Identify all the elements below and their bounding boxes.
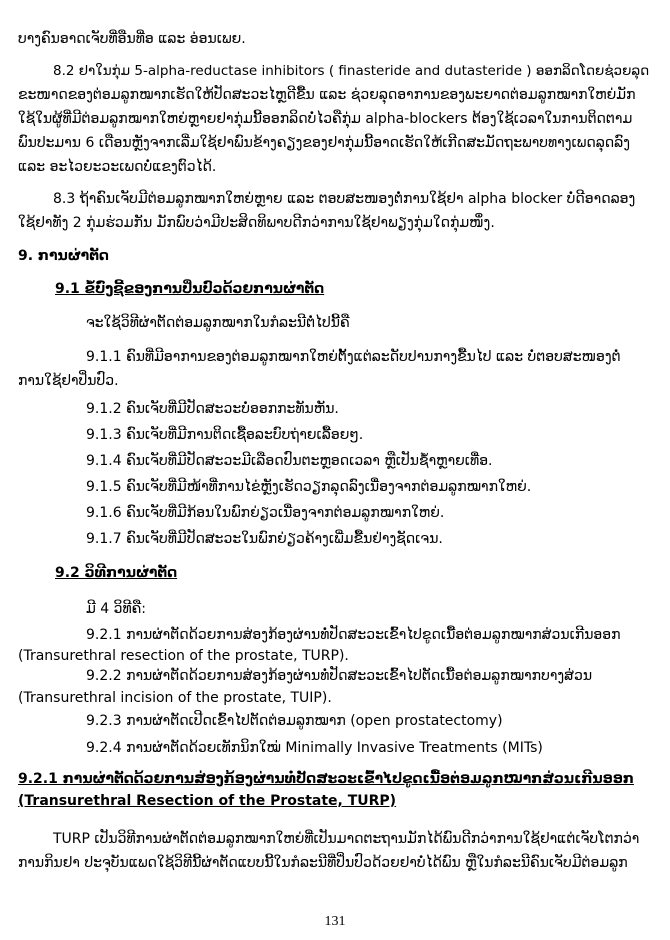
page-number: 131 bbox=[324, 914, 346, 929]
list-item-9-1-6: 9.1.6 ຄົນເຈັບທີ່ມີກ້ອນໃນພົກຍ່ຽວເນື່ອງຈາກຕ່ອມລູກໝາກໃຫຍ່. bbox=[86, 505, 445, 521]
section-heading-9: 9. ການຜ່າຕັດ bbox=[18, 248, 109, 264]
list-item-9-1-3: 9.1.3 ຄົນເຈັບທີ່ມີການຕິດເຊື້ອລະບົບຖ່າຍເລື້ອຍໆ. bbox=[86, 427, 364, 443]
list-item-9-1-5: 9.1.5 ຄົນເຈັບທີ່ມີໜ້າທີ່ການໄຂ່ຫຼັງເຮັດວຽກລຸດລົງເນື່ອງຈາກຕ່ອມລູກໝາກໃຫຍ່. bbox=[86, 479, 532, 495]
list-item-9-2-1: 9.2.1 ການຜ່າຕັດດ້ວຍການສ່ອງກ້ອງຜ່ານທໍ່ປັດສະວະເຂົ້າໄປຂູດເນື້ອຕ່ອມລູກໝາກສ່ວນເກີນອອກ bbox=[86, 627, 621, 643]
paragraph-line: ການກິນຢາ ປະຈຸບັນແພດໃຊ້ວິທີນີ້ຜ່າຕັດແບບນີ້ໃນກໍລະນີທີ່ປິ່ນປົວດ້ວຍຢາບໍ່ໄດ້ພົນ ຫຼືໃນກໍລະນີຄົນເຈັບມີຕ່ອມລູກ bbox=[18, 855, 628, 871]
subsection-heading-9-2-1-english: (Transurethral Resection of the Prostate, TURP) bbox=[18, 793, 397, 809]
paragraph-line: ມີ 4 ວິທີຄື: bbox=[86, 601, 147, 617]
paragraph-line: ຈະໃຊ້ວິທີຜ່າຕັດຕ່ອມລູກໝາກໃນກໍລະນີຕໍ່ໄປນີ້ຄື bbox=[86, 315, 350, 331]
paragraph-line: TURP ເປັນວິທີການຜ່າຕັດຕ່ອມລູກໝາກໃຫຍ່ທີ່ເປັນມາດຕະຖານມັກໄດ້ພົນດີກວ່າການໃຊ້ຢາແຕ່ເຈັບໂຕກວ່າ bbox=[53, 831, 640, 847]
subsection-heading-9-1: 9.1 ຂໍ້ບົ່ງຊີ້ຂອງການປິ່ນປົວດ້ວຍການຜ່າຕັດ bbox=[55, 281, 325, 297]
paragraph-line: ໃຊ້ໃນຜູ້ທີ່ມີຕ່ອມລູກໝາກໃຫຍ່ຫຼາຍຢາກຸ່ມນີ້ອອກລິດບໍ່ໄວຄືກຸ່ມ alpha-blockers ຕ້ອງໃຊ້ເວລາໃນການຕິດຕາມ bbox=[18, 111, 633, 127]
paragraph-line: ການໃຊ້ຢາປິ່ນປົວ. bbox=[18, 373, 119, 389]
list-item-9-2-4: 9.2.4 ການຜ່າຕັດດ້ວຍເທັກນິກໃໝ່ Minimally Invasive Treatments (MITs) bbox=[86, 740, 543, 756]
paragraph-line: ຂະໜາດຂອງຕ່ອມລູກໝາກເຮັດໃຫ້ປັດສະວະໄຫຼດີຂື້ນ ແລະ ຊ່ວຍລຸດອາການຂອງພະຍາດຕ່ອມລູກໝາກໃຫຍ່ມັກ bbox=[18, 87, 636, 103]
paragraph-line: ໃຊ້ຢາທັງ 2 ກຸ່ມຮ່ວມກັນ ມັກພົບວ່າມີປະສິດທິພາບດີກວ່າການໃຊ້ຢາພຽງກຸ່ມໃດກຸ່ມໜຶ່ງ. bbox=[18, 215, 495, 231]
list-item-9-1-2: 9.1.2 ຄົນເຈັບທີ່ມີປັດສະວະບໍ່ອອກກະທັນຫັນ. bbox=[86, 401, 339, 417]
list-item-8-2: 8.2 ຢາໃນກຸ່ມ 5-alpha-reductase inhibitors ( finasteride and dutasteride ) ອອກລິດໂດຍຊ່ວຍລຸດ bbox=[53, 63, 650, 79]
list-item-9-1-4: 9.1.4 ຄົນເຈັບທີ່ມີປັດສະວະມີເລືອດປົນຕະຫຼອດເວລາ ຫຼືເປັນຊ້ຳຫຼາຍເທື່ອ. bbox=[86, 453, 493, 469]
paragraph-line: ແລະ ອະໄວຍະວະເພດບໍ່ແຂງຕົວໄດ້. bbox=[18, 159, 217, 175]
list-item-8-3: 8.3 ຖ້າຄົນເຈັບມີຕ່ອມລູກໝາກໃຫຍ່ຫຼາຍ ແລະ ຕອບສະໜອງຕໍ່ການໃຊ້ຢາ alpha blocker ບໍ່ດີອາດລອງ bbox=[53, 191, 636, 207]
paragraph-line: (Transurethral incision of the prostate, TUIP). bbox=[18, 690, 332, 706]
list-item-9-1-7: 9.1.7 ຄົນເຈັບທີ່ມີປັດສະວະໃນພົກຍ່ຽວຄ້າງເພີ່ມຂື້ນຢ່າງຊັດເຈນ. bbox=[86, 531, 443, 547]
subsection-heading-9-2-1: 9.2.1 ການຜ່າຕັດດ້ວຍການສ່ອງກ້ອງຜ່ານທໍ່ປັດສະວະເຂົ້າໄປຂູດເນື້ອຕ່ອມລູກໝາກສ່ວນເກີນອອກ bbox=[18, 771, 634, 787]
list-item-9-2-2: 9.2.2 ການຜ່າຕັດດ້ວຍການສ່ອງກ້ອງຜ່ານທໍ່ປັດສະວະເຂົ້າໄປຕັດເນື້ອຕ່ອມລູກໝາກບາງສ່ວນ bbox=[86, 668, 593, 684]
list-item-9-1-1: 9.1.1 ຄົນທີ່ມີອາການຂອງຕ່ອມລູກໝາກໃຫຍ່ຕັ້ງແຕ່ລະດັບປານກາງຂື້ນໄປ ແລະ ບໍ່ຕອບສະໜອງຕໍ່ bbox=[86, 349, 621, 365]
list-item-9-2-3: 9.2.3 ການຜ່າຕັດເປີດເຂົ້າໄປຕັດຕ່ອມລູກໝາກ (open prostatectomy) bbox=[86, 713, 503, 729]
paragraph-line: (Transurethral resection of the prostate, TURP). bbox=[18, 648, 349, 664]
subsection-heading-9-2: 9.2 ວິທີການຜ່າຕັດ bbox=[55, 565, 178, 581]
paragraph-line: ບາງຄົນອາດເຈັບທີ່ອືນທີ່ອ ແລະ ອ່ອນເພຍ. bbox=[18, 31, 246, 47]
paragraph-line: ພົນປະມານ 6 ເດືອນຫຼັງຈາກເລີ່ມໃຊ້ຢາພົນຂ້າງຄຽງຂອງຢາກຸ່ມນີ້ອາດເຮັດໃຫ້ເກີດສະມັດຖະພາບທາງເພດລຸດລົງ bbox=[18, 135, 631, 151]
